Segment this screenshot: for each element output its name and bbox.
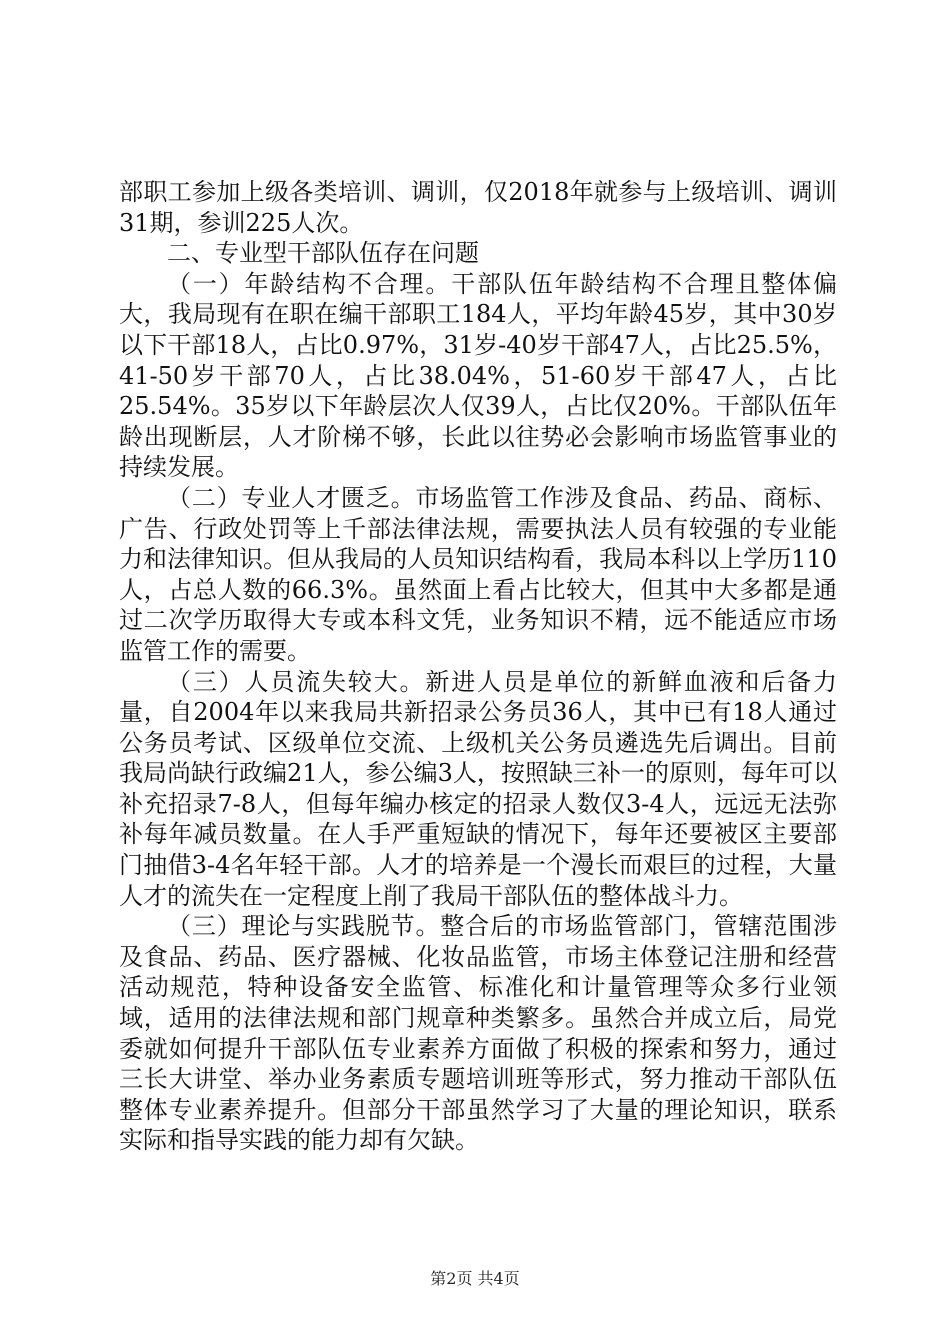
body-text xyxy=(119,177,837,1156)
paragraph-continuation: 部职工参加上级各类培训、调训，仅2018年就参与上级培训、调训31期，参训225人次。 xyxy=(119,178,837,237)
page-footer: 第2页 共4页 xyxy=(430,1269,520,1288)
section-heading: 二、专业型干部队伍存在问题 xyxy=(167,239,479,268)
paragraph-staff-loss: （三）人员流失较大。新进人员是单位的新鲜血液和后备力量，自2004年以来我局共新招录公务员36人，其中已有18人通过公务员考试、区级单位交流、上级机关公务员遴选先后调出。目前我局尚缺行政编21人，参公编3人，按照缺三补一的原则，每年可以补充招录7-8人，但每年编办核定的招录人数仅3-4人，远远无法弥补每年减员数量。在人手严重短缺的情况下，每年还要被区主要部门抽借3-4名年轻干部。人才的培养是一个漫长而艰巨的过程，大量人才的流失在一定程度上削了我局干部队伍的整体战斗力。 xyxy=(119,667,837,910)
paragraph-talent-shortage: （二）专业人才匮乏。市场监管工作涉及食品、药品、商标、广告、行政处罚等上千部法律法规，需要执法人员有较强的专业能力和法律知识。但从我局的人员知识结构看，我局本科以上学历110人，占总人数的66.3%。虽然面上看占比较大，但其中大多都是通过二次学历取得大专或本科文凭，业务知识不精，远不能适应市场监管工作的需要。 xyxy=(119,483,837,665)
paragraph-age-structure: （一）年龄结构不合理。干部队伍年龄结构不合理且整体偏大，我局现有在职在编干部职工184人，平均年龄45岁，其中30岁以下干部18人，占比0.97%，31岁-40岁干部47人，占比25.5%，41-50岁干部70人，占比38.04%，51-60岁干部47人，占比25.54%。35岁以下年龄层次人仅39人，占比仅20%。干部队伍年龄出现断层，人才阶梯不够，长此以往势必会影响市场监管事业的持续发展。 xyxy=(119,269,837,482)
paragraph-theory-practice: （三）理论与实践脱节。整合后的市场监管部门，管辖范围涉及食品、药品、医疗器械、化妆品监管，市场主体登记注册和经营活动规范，特种设备安全监管、标准化和计量管理等众多行业领域，适用的法律法规和部门规章种类繁多。虽然合并成立后，局党委就如何提升干部队伍专业素养方面做了积极的探索和努力，通过三长大讲堂、举办业务素质专题培训班等形式，努力推动干部队伍整体专业素养提升。但部分干部虽然学习了大量的理论知识，联系实际和指导实践的能力却有欠缺。 xyxy=(119,912,837,1155)
